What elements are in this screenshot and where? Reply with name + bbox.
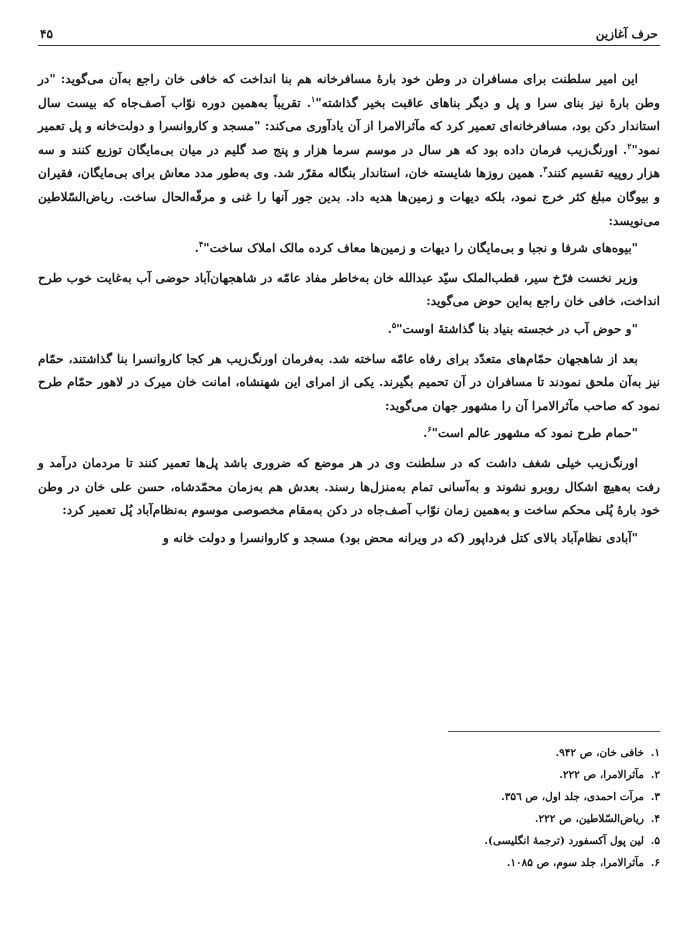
- footnote-4: ۴.ریاض‌السّلاطین، ص ۲۲۲.: [534, 813, 660, 825]
- footnote-6: ۶.مآثرالامرا، جلد سوم، ص ۱۰۸۵.: [506, 857, 660, 869]
- paragraph-4: اورنگ‌زیب خیلی شغف داشت که در سلطنت وی در هر موضع که ضروری باشد پل‌ها تعمیر کنند تا مردمان درآمد و رفت به‌هیچ اشکال روبرو نشوند و به‌آسانی تمام به‌منزل‌ها رسند. بعدش هم به‌زمان محمّدشاه، حسن علی خان در وطن خود بارهٔ پُلی محکم ساخت و به‌همین زمان نوّاب آصف‌جاه در دکن به‌مقام مخصوصی موسوم به‌نظام‌آباد پُل تعمیر کرد:: [38, 455, 660, 518]
- footnote-ref-2[interactable]: ۲: [627, 140, 632, 151]
- page-header: [38, 18, 660, 46]
- running-title: حرف آغازین: [595, 27, 658, 41]
- page-number: ۴۵: [40, 27, 53, 41]
- quote-4: "آبادی نظام‌آباد بالای کتل فرداپور (که در ویرانه محض بود) مسجد و کاروانسرا و دولت خانه و: [163, 530, 638, 545]
- quote-1: "بیوه‌های شرفا و نجبا و بی‌مایگان را دیهات و زمین‌ها معاف کرده مالک املاک ساخت"$^۴$.: [194, 239, 638, 256]
- footnote-divider: [448, 731, 660, 732]
- body-text: [38, 68, 660, 550]
- footnote-ref-5[interactable]: ۵: [391, 319, 397, 330]
- footnote-ref-6[interactable]: ۶: [427, 424, 432, 435]
- page: [38, 18, 660, 918]
- paragraph-1: این امیر سلطنت برای مسافران در وطن خود بارهٔ مسافرخانه هم بنا انداخت که خافی خان راجع به‌آن می‌گوید: "در وطن بارهٔ نیز بنای سرا و پل و دیگر بناهای عاقبت بخیر گذاشته"$^۱$. تقریباً به‌همین دوره نوّاب آصف‌جاه که بیست سال استاندار دکن بود، مسافرخانه‌ای تعمیر کرد که مآثرالامرا از آن یادآوری می‌کند: "مسجد و کاروانسرا و دولت‌خانه و پل تعمیر نمود"$^۲$. اورنگ‌زیب فرمان داده بود که هر سال در موسم سرما هزار و پنج صد گلیم در میان بی‌مایگان توزیع کنند و سه هزار روپیه تقسیم کنند$^۳$. همین روزها شایسته خان، استاندار بنگاله مقرّر شد. وی به‌طور مدد معاش برای بی‌مایگان، فقیران و بیوگان مبلغ کثر خرج نمود، بلکه دیهات و زمین‌ها هدیه داد. بدین جور آنها را غنی و مرفّه‌الحال ساخت. ریاض‌السّلاطین می‌نویسد:: [38, 72, 660, 228]
- quote-2: "و حوض آب در خجسته بنیاد بنا گذاشتهٔ اوست"$^۵$.: [387, 319, 638, 336]
- footnote-ref-4[interactable]: ۴: [198, 239, 204, 250]
- footnote-ref-1[interactable]: ۱: [311, 93, 316, 104]
- paragraph-2: وزیر نخست فرّخ سیر، قطب‌الملک سیّد عبدالله خان به‌خاطر مفاد عامّه در شاهجهان‌آباد حوضی آب به‌غایت خوب طرح انداخت، خافی خان راجع به‌این حوض می‌گوید:: [38, 270, 660, 309]
- footnotes: [260, 742, 660, 874]
- quote-3: "حمام طرح نمود که مشهور عالم است"$^۶$.: [423, 424, 638, 441]
- footnote-5: ۵.لین پول آکسفورد (ترجمهٔ انگلیسی).: [484, 835, 660, 847]
- footnote-2: ۲.مآثرالامرا، ص ۲۲۲.: [559, 769, 660, 781]
- footnote-ref-3[interactable]: ۳: [543, 164, 548, 175]
- footnote-1: ۱.خافی خان، ص ۹۴۲.: [555, 747, 660, 759]
- paragraph-3: بعد از شاهجهان حمّام‌های متعدّد برای رفاه عامّه ساخته شد. به‌فرمان اورنگ‌زیب هر کجا کاروانسرا بنا گذاشتند، حمّام نیز به‌آن ملحق نمودند تا مسافران در آن تحمیم بگیرند. یکی از امرای این شهنشاه، امانت خان میرک در لاهور حمّام طرح نمود که صاحب مآثرالامرا آن را مشهور جهان می‌گوید:: [38, 351, 660, 413]
- footnote-3: ۳.مرآت احمدی، جلد اول، ص ۳۵٦.: [501, 791, 660, 803]
